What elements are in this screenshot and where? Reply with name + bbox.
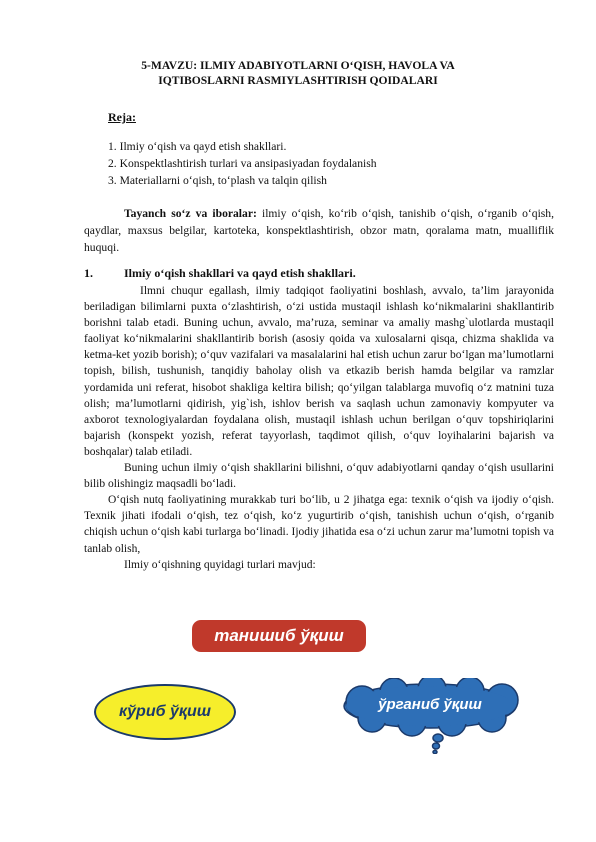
keywords-lead: Tayanch so‘z va iboralar: bbox=[124, 207, 257, 220]
section-heading bbox=[84, 266, 356, 281]
title-line-1: 5-MAVZU: ILMIY ADABIYOTLARNI O‘QISH, HAVOLA VA bbox=[141, 59, 455, 72]
plan-heading: Reja: bbox=[108, 110, 136, 124]
reading-type-box: танишиб ўқиш bbox=[192, 620, 366, 652]
plan-item: 3. Materiallarni o‘qish, to‘plash va talqin qilish bbox=[108, 174, 327, 187]
title-line-2: IQTIBOSLARNI RASMIYLASHTIRISH QOIDALARI bbox=[158, 74, 438, 87]
cloud-shape bbox=[332, 678, 528, 754]
body-paragraph: Buning uchun ilmiy o‘qish shakllarini bilishni, o‘quv adabiyotlarni qanday o‘qish usullarini bilib olishingiz maqsadli bo‘ladi. bbox=[84, 462, 554, 491]
plan-item: 2. Konspektlashtirish turlari va ansipasiyadan foydalanish bbox=[108, 157, 377, 170]
body-paragraph: Ilmni chuqur egallash, ilmiy tadqiqot faoliyatini boshlash, avvalo, ta’lim jarayonida beriladigan bilimlarni puxta o‘zlashtirish, o‘zi ustida mustaqil ishlash ko‘nikmalarini shakllantirib borishni talab etadi. Buning uchun, avvalo, ma’ruza, seminar va amaliy mashg`ulotlarda mustaqil faoliyat ko‘nikmalarini shakllantirib borish (asosiy qoida va xulosalarni qisqa, chizma shaklida va ketma-ket yozib borish); o‘quv vazifalari va masalalarini hal etish uchun zarur bo‘lgan ma’lumotlarni topish, bilish, tushunish, tanqidiy baholay olish va etkazib berish hamda belgilar va ramzlar yordamida uni referat, hisobot shakliga keltira bilish; qo‘yilgan talablarga muvofiq o‘z matnini tuza olish; ma’lumotlarni qidirish, yig`ish, ishlov berish va saqlash uchun zamonaviy kompyuter va axborot texnologiyalardan foydalana olish, mustaqil ishlash uchun berilgan o‘quv topshiriqlarini bajarish (konspekt yozish, referat tayyorlash, taqdimot qilish, o‘quv loyihalarini bajarish va boshqalar) talab etiladi. bbox=[84, 285, 554, 458]
keywords-paragraph bbox=[84, 205, 554, 256]
body-paragraph: O‘qish nutq faoliyatining murakkab turi bo‘lib, u 2 jihatga ega: texnik o‘qish va ijodiy o‘qish. Texnik jihati ifodali o‘qish, tez o‘qish, ko‘z yugurtirib o‘qish, tanishish uchun o‘qish, o‘rganib chiqish uchun o‘qish kabi turlarga bo‘linadi. Ijodiy jihatida esa o‘zi uchun zarur ma’lumotni topish va tanlab olish, bbox=[84, 494, 554, 555]
reading-type-oval: кўриб ўқиш bbox=[94, 684, 236, 740]
document-title bbox=[60, 58, 536, 88]
keywords-text: ilmiy o‘qish, ko‘rib o‘qish, tanishib o‘qish, o‘rganib o‘qish, qaydlar, maxsus belgilar, kartoteka, konspektlashtirish, obzor matn, qoralama matn, mualliflik huquqi. bbox=[84, 207, 555, 254]
cloud-label: ўрганиб ўқиш bbox=[378, 696, 482, 713]
plan-item: 1. Ilmiy o‘qish va qayd etish shakllari. bbox=[108, 140, 287, 153]
body-paragraph: Ilmiy o‘qishning quyidagi turlari mavjud: bbox=[124, 558, 316, 571]
section-title: Ilmiy o‘qish shakllari va qayd etish shakllari. bbox=[124, 266, 356, 280]
body-text bbox=[84, 283, 554, 573]
plan-list bbox=[108, 138, 377, 189]
section-number: 1. bbox=[84, 266, 93, 280]
reading-type-cloud bbox=[332, 678, 528, 754]
